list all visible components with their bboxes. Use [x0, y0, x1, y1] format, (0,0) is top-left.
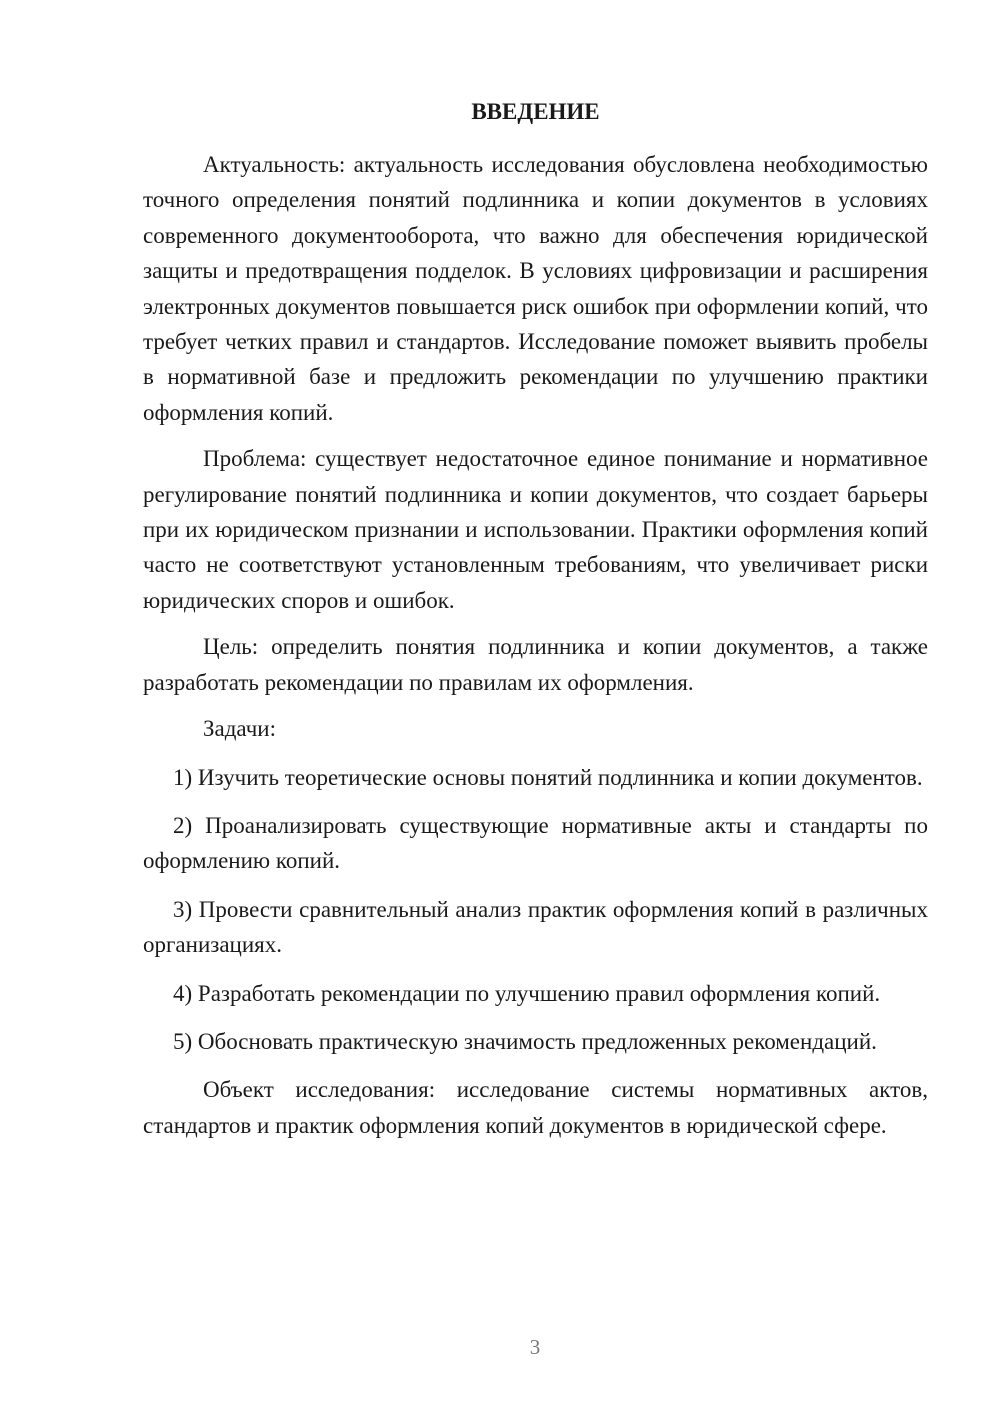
list-item: 2) Проанализировать существующие нормативные акты и стандарты по оформлению копий. — [143, 812, 928, 874]
relevance-paragraph: Актуальность: актуальность исследования обусловлена необходимостью точного определения понятий подлинника и копии документов в условиях современного документооборота, что важно для обеспечения юридической защиты и предотвращения подделок. В условиях цифровизации и расширения электронных документов повышается риск ошибок при оформлении копий, что требует четких правил и стандартов. Исследование поможет выявить пробелы в нормативной базе и предложить рекомендации по улучшению практики оформления копий. — [143, 152, 928, 425]
tasks-list — [143, 760, 928, 1060]
list-item: 3) Провести сравнительный анализ практик оформления копий в различных организациях. — [143, 896, 928, 958]
page-content — [143, 94, 928, 1143]
list-item: 4) Разработать рекомендации по улучшению правил оформления копий. — [173, 980, 881, 1006]
page-number: 3 — [529, 1335, 541, 1359]
list-item: 5) Обосновать практическую значимость предложенных рекомендаций. — [173, 1028, 877, 1054]
goal-paragraph: Цель: определить понятия подлинника и копии документов, а также разработать рекомендации по правилам их оформления. — [143, 634, 928, 695]
problem-paragraph: Проблема: существует недостаточное единое понимание и нормативное регулирование понятий подлинника и копии документов, что создает барьеры при их юридическом признании и использовании. Практики оформления копий часто не соответствуют установленным требованиям, что увеличивает риски юридических споров и ошибок. — [143, 446, 928, 613]
list-item: 1) Изучить теоретические основы понятий подлинника и копии документов. — [173, 764, 923, 790]
section-title: ВВЕДЕНИЕ — [471, 99, 600, 124]
tasks-heading: Задачи: — [203, 716, 276, 742]
object-paragraph: Объект исследования: исследование системы нормативных актов, стандартов и практик оформления копий документов в юридической сфере. — [143, 1077, 928, 1138]
